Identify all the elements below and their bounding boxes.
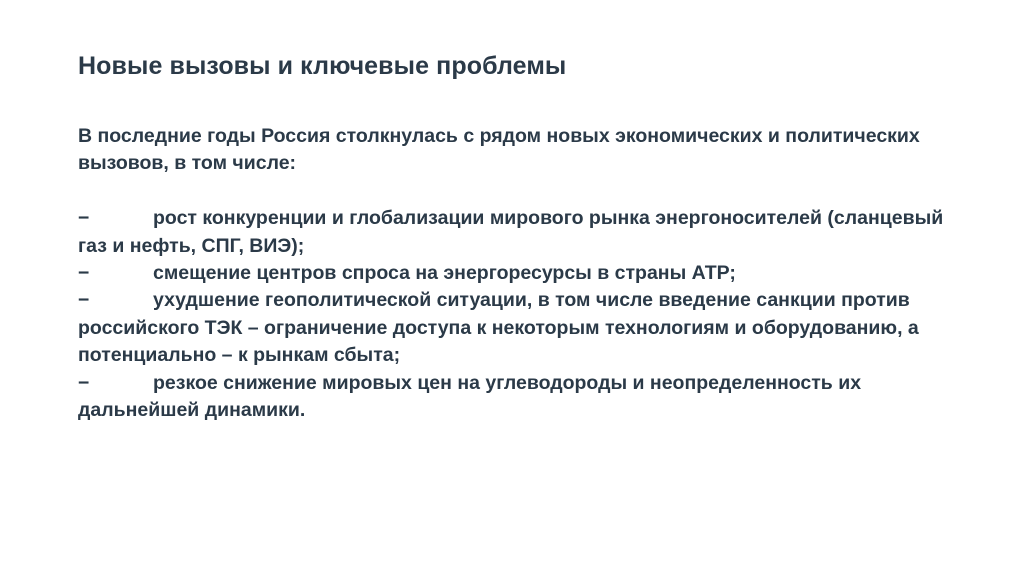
slide-body <box>78 123 958 424</box>
bullet-dash: − <box>78 262 90 285</box>
bullet-item <box>78 370 958 425</box>
bullet-text: ухудшение геополитической ситуации, в том числе введение санкции против российского ТЭК – ограничение доступа к некоторым технологиям и оборудованию, а потенциально – к рынкам сбыта; <box>78 289 919 367</box>
intro-paragraph: В последние годы Россия столкнулась с рядом новых экономических и политических вызовов, в том числе: <box>78 125 920 175</box>
bullet-dash: − <box>78 289 90 312</box>
slide-title: Новые вызовы и ключевые проблемы <box>78 52 567 80</box>
bullet-item <box>78 287 958 369</box>
bullet-dash: − <box>78 207 90 230</box>
paragraph-spacer <box>78 178 958 205</box>
bullet-text: рост конкуренции и глобализации мирового рынка энергоносителей (сланцевый газ и нефть, СПГ, ВИЭ); <box>78 207 944 257</box>
bullet-item <box>78 205 958 260</box>
bullet-item <box>78 260 958 287</box>
bullet-dash: − <box>78 371 90 394</box>
bullet-text: резкое снижение мировых цен на углеводороды и неопределенность их дальнейшей динамики. <box>78 371 862 422</box>
bullet-text: смещение центров спроса на энергоресурсы в страны АТР; <box>153 262 736 285</box>
